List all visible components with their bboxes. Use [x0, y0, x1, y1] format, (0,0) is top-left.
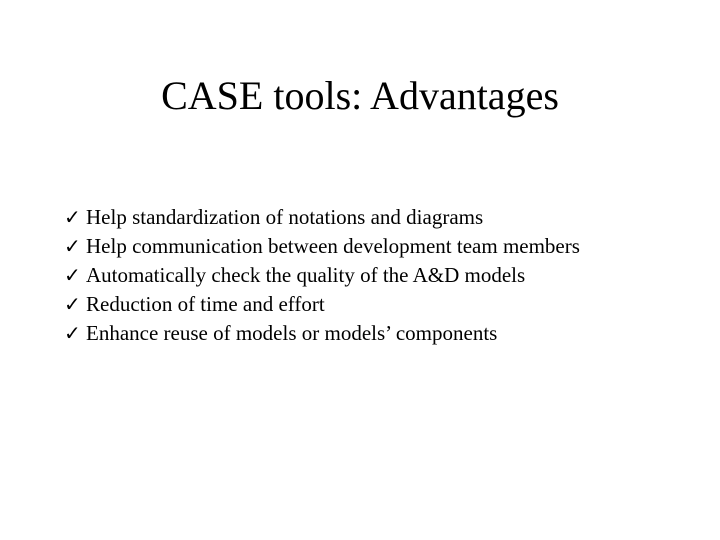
list-item — [64, 203, 580, 232]
checkmark-icon: ✓ — [64, 236, 81, 258]
checkmark-icon: ✓ — [64, 323, 81, 345]
checkmark-icon: ✓ — [64, 207, 81, 229]
list-item-text: Help communication between development team members — [86, 234, 580, 258]
checkmark-icon: ✓ — [64, 265, 81, 287]
list-item-text: Help standardization of notations and diagrams — [86, 205, 484, 229]
list-item — [64, 232, 580, 261]
list-item — [64, 290, 580, 319]
slide-title: CASE tools: Advantages — [161, 73, 559, 118]
list-item-text: Enhance reuse of models or models’ components — [86, 321, 498, 345]
advantages-list — [64, 203, 580, 348]
list-item — [64, 319, 580, 348]
checkmark-icon: ✓ — [64, 294, 81, 316]
list-item — [64, 261, 580, 290]
list-item-text: Reduction of time and effort — [86, 292, 325, 316]
list-item-text: Automatically check the quality of the A&D models — [86, 263, 526, 287]
